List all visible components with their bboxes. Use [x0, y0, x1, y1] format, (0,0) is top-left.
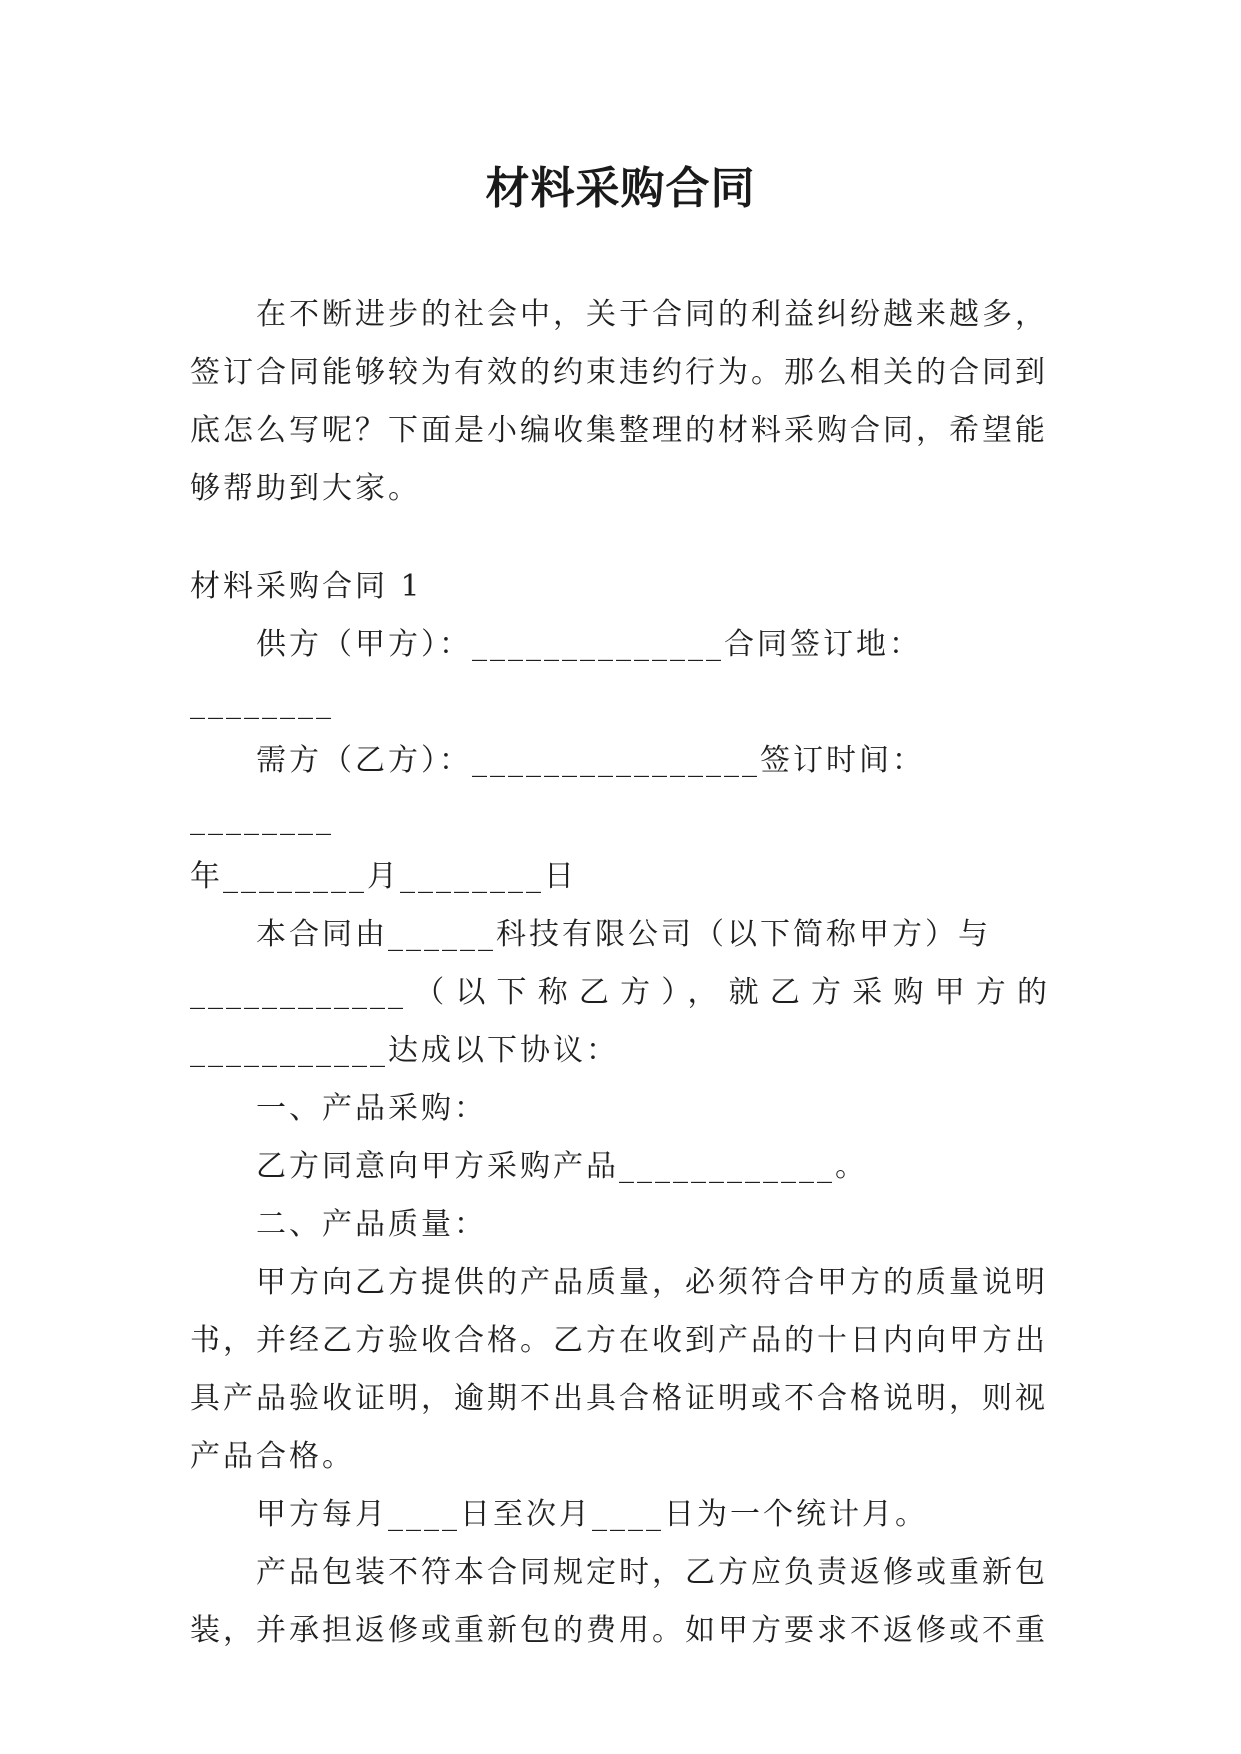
contract-parties-line-2: ____________（以下称乙方），就乙方采购甲方的 — [190, 975, 1050, 1010]
intro-line-1: 在不断进步的社会中，关于合同的利益纠纷越来越多， — [256, 297, 1048, 332]
packaging-line-1: 产品包装不符本合同规定时，乙方应负责返修或重新包 — [256, 1555, 1048, 1590]
section-heading: 材料采购合同 1 — [190, 569, 423, 604]
clause-1-text: 乙方同意向甲方采购产品____________。 — [256, 1149, 868, 1184]
document-title: 材料采购合同 — [485, 163, 756, 214]
clause-heading-1: 一、产品采购： — [256, 1091, 487, 1126]
packaging-line-2: 装，并承担返修或重新包的费用。如甲方要求不返修或不重 — [190, 1613, 1048, 1648]
buyer-line: 需方（乙方）：________________签订时间：________ — [190, 743, 925, 836]
supplier-line: 供方（甲方）：______________合同签订地：________ — [190, 627, 922, 720]
intro-line-4: 够帮助到大家。 — [190, 471, 421, 506]
contract-parties-line-3: ___________达成以下协议： — [190, 1033, 619, 1068]
clause-2-line-2: 书，并经乙方验收合格。乙方在收到产品的十日内向甲方出 — [190, 1323, 1048, 1358]
clause-2-line-1: 甲方向乙方提供的产品质量，必须符合甲方的质量说明 — [256, 1265, 1048, 1300]
contract-parties-line-1: 本合同由______科技有限公司（以下简称甲方）与 — [256, 917, 991, 952]
intro-line-3: 底怎么写呢？下面是小编收集整理的材料采购合同，希望能 — [190, 413, 1048, 448]
clause-heading-2: 二、产品质量： — [256, 1207, 487, 1242]
clause-2-line-4: 产品合格。 — [190, 1439, 355, 1474]
clause-2-line-3: 具产品验收证明，逾期不出具合格证明或不合格说明，则视 — [190, 1381, 1048, 1416]
date-line: 年________月________日 — [190, 859, 577, 894]
statistics-month-line: 甲方每月____日至次月____日为一个统计月。 — [256, 1497, 928, 1532]
document-body — [190, 286, 1050, 1660]
intro-line-2: 签订合同能够较为有效的约束违约行为。那么相关的合同到 — [190, 355, 1048, 390]
